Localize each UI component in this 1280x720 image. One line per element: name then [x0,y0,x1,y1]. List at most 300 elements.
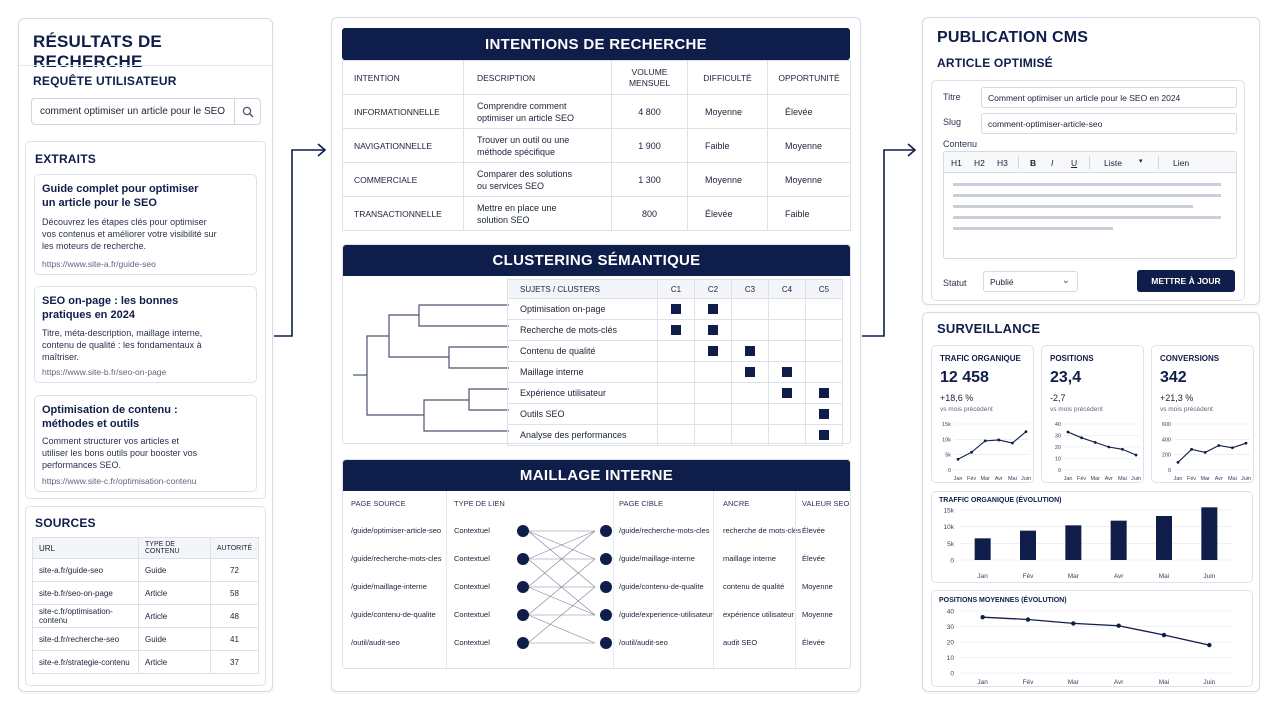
table-cell[interactable]: site-a.fr/guide-seo [33,559,139,582]
matrix-cell [658,320,695,341]
snippet-desc: Titre, méta-description, maillage interne, contenu de qualité : les fondamentaux à maîtriser. [42,328,203,362]
cluster-topic: Expérience utilisateur [508,383,658,404]
matrix-cell [806,299,843,320]
matrix-cell [695,299,732,320]
snippets-label: EXTRAITS [35,152,96,166]
bar [975,538,991,560]
x-tick-label: Avr [1113,679,1124,686]
matrix-cell [732,404,769,425]
kpi-sparkline [1152,418,1255,484]
table-cell[interactable]: site-e.fr/strategie-contenu [33,651,139,674]
matrix-cell [695,404,732,425]
maillage-target[interactable]: /guide/contenu-de-qualite [619,582,704,591]
y-tick-label: 400 [1161,437,1171,444]
maillage-source[interactable]: /guide/recherche-mots-cles [351,554,442,563]
positions-chart-card [931,590,1253,687]
data-point [1245,442,1248,445]
cluster-marker [708,346,718,356]
cluster-marker [745,367,755,377]
status-label: Statut [943,278,967,288]
slug-label: Slug [943,117,962,127]
table-row [508,299,843,320]
kpi-label: POSITIONS [1050,354,1094,363]
table-cell: 1 900 [612,129,688,163]
matrix-cell [806,341,843,362]
table-cell: NAVIGATIONNELLE [343,129,464,163]
table-cell[interactable]: site-d.fr/recherche-seo [33,628,139,651]
bar [1201,507,1217,560]
data-point [1207,643,1211,647]
maillage-target[interactable]: /guide/maillage-interne [619,554,695,563]
snippet-card[interactable] [34,174,257,275]
kpi-note: vs mois précédent [940,406,993,413]
x-tick-label: Mai [1227,476,1237,482]
x-tick-label: Juin [1130,476,1142,482]
table-cell[interactable]: site-c.fr/optimisation-contenu [33,605,139,628]
table-row [508,362,843,383]
matrix-cell [658,383,695,404]
cluster-topic: Maillage interne [508,362,658,383]
data-point [970,451,973,454]
snippet-url[interactable]: https://www.site-b.fr/seo-on-page [42,367,167,377]
maillage-type: Contextuel [454,554,490,563]
y-tick-label: 40 [1054,422,1061,428]
maillage-type: Contextuel [454,610,490,619]
matrix-cell [732,341,769,362]
matrix-cell [732,299,769,320]
cluster-marker [782,367,792,377]
snippet-url[interactable]: https://www.site-a.fr/guide-seo [42,259,156,269]
cluster-marker [745,346,755,356]
matrix-cell [732,383,769,404]
maillage-target[interactable]: /outil/audit-seo [619,638,668,647]
maillage-target[interactable]: /guide/recherche-mots-cles [619,526,710,535]
series-line [983,617,1210,645]
snippet-title[interactable]: Guide complet pour optimiser un article pour le SEO [42,183,199,209]
data-point [1121,448,1124,451]
chevron-down-icon[interactable]: ▾ [1139,158,1143,165]
title-field-value: Comment optimiser un article pour le SEO en 2024 [988,93,1181,103]
x-tick-label: Jan [953,476,963,482]
traffic-chart-card [931,491,1253,583]
query-label: REQUÊTE UTILISATEUR [33,74,177,88]
intentions-title: INTENTIONS DE RECHERCHE [342,28,850,60]
table-cell: Mettre en place une solution SEO [464,197,612,231]
data-point [957,458,960,461]
matrix-cell [695,362,732,383]
sources-table [32,537,259,674]
cluster-column-header: C3 [732,280,769,299]
y-tick-label: 30 [1054,433,1061,440]
data-point [1080,436,1083,439]
kpi-delta: +21,3 % [1160,393,1194,403]
link-edge [528,615,595,643]
maillage-anchor: audit SEO [723,638,758,647]
data-point [1094,441,1097,444]
clustering-title: CLUSTERING SÉMANTIQUE [343,245,850,276]
data-point [1135,454,1138,457]
table-cell: Trouver un outil ou une méthode spécifique [464,129,612,163]
matrix-cell [806,362,843,383]
cluster-marker [819,388,829,398]
x-tick-label: Mai [1158,573,1170,580]
data-point [1204,451,1207,454]
cluster-matrix [507,279,843,446]
y-tick-label: 600 [1161,422,1171,428]
data-point [1162,633,1166,637]
kpi-delta: +18,6 % [940,393,974,403]
underline-button[interactable]: U [1071,158,1078,168]
matrix-cell [769,341,806,362]
snippets-section [25,141,266,499]
maillage-section [342,459,851,669]
table-row [33,605,259,628]
matrix-cell [658,299,695,320]
h2-button[interactable]: H2 [974,158,985,168]
matrix-cell [769,299,806,320]
kpi-card[interactable] [1041,345,1144,483]
table-cell: Guide [139,628,211,651]
snippet-card[interactable] [34,395,257,492]
y-tick-label: 15k [943,507,954,515]
kpi-sparkline [932,418,1035,484]
cluster-topic: Recherche de mots-clés [508,320,658,341]
y-tick-label: 10k [943,524,954,532]
table-cell[interactable]: site-b.fr/seo-on-page [33,582,139,605]
y-tick-label: 5k [947,540,954,548]
maillage-header: VALEUR SEO [802,499,850,508]
data-point [1190,448,1193,451]
sources-section [25,506,266,686]
table-cell: Moyenne [768,163,851,197]
x-tick-label: Avr [994,476,1003,482]
maillage-type: Contextuel [454,582,490,591]
kpi-delta: -2,7 [1050,393,1066,403]
target-node [600,553,612,565]
x-tick-label: Mar [980,476,990,482]
table-cell: TRANSACTIONNELLE [343,197,464,231]
status-select[interactable] [983,271,1078,292]
cluster-topic: Outils SEO [508,404,658,425]
x-tick-label: Mai [1158,679,1170,686]
maillage-source[interactable]: /guide/optimiser-article-seo [351,526,442,535]
maillage-anchor: recherche de mots-clés [723,526,801,535]
intentions-header: DIFFICULTÉ [688,61,768,95]
sources-header: URL [33,538,139,559]
data-point [1116,624,1120,628]
intentions-header: OPPORTUNITÉ [768,61,851,95]
x-tick-label: Fév [967,476,977,482]
y-tick-label: 10 [946,655,954,662]
y-tick-label: 15k [942,422,951,428]
table-cell: 37 [211,651,259,674]
matrix-cell [732,425,769,446]
x-tick-label: Avr [1113,573,1124,580]
maillage-graph [343,491,852,670]
link-button[interactable]: Lien [1173,158,1190,168]
cluster-topic: Analyse des performances [508,425,658,446]
maillage-title: MAILLAGE INTERNE [343,460,850,491]
matrix-cell [769,425,806,446]
title-field[interactable] [981,87,1237,108]
cluster-header: SUJETS / CLUSTERS [508,280,658,299]
x-tick-label: Jan [977,679,988,686]
cluster-marker [708,325,718,335]
y-tick-label: 0 [1057,468,1061,474]
bar [1156,516,1172,560]
x-tick-label: Mai [1117,476,1127,482]
table-cell: Élevée [688,197,768,231]
matrix-cell [695,320,732,341]
x-tick-label: Jan [977,573,988,580]
kpi-value: 12 458 [940,369,989,386]
y-tick-label: 0 [950,557,954,565]
table-row [33,651,259,674]
y-tick-label: 0 [1167,468,1171,474]
table-row [343,197,851,231]
status-select-value: Publié [990,277,1014,287]
data-point [997,439,1000,442]
sources-header: AUTORITÉ [211,538,259,559]
x-tick-label: Juin [1203,679,1216,686]
table-row [508,320,843,341]
x-tick-label: Fév [1022,679,1034,686]
kpi-label: TRAFIC ORGANIQUE [940,354,1021,363]
table-cell: Moyenne [688,95,768,129]
y-tick-label: 0 [947,468,951,474]
maillage-header: PAGE CIBLE [619,499,664,508]
positions-chart-title: POSITIONS MOYENNES (ÉVOLUTION) [939,597,1067,604]
table-cell: Comparer des solutions ou services SEO [464,163,612,197]
target-node [600,581,612,593]
cluster-marker [671,325,681,335]
search-icon[interactable] [234,99,260,124]
bar [1065,525,1081,560]
x-tick-label: Jan [1063,476,1073,482]
table-row [343,163,851,197]
content-label: Contenu [943,139,978,149]
y-tick-label: 200 [1161,452,1171,459]
bar [1111,521,1127,560]
flow-arrow-icon [860,140,922,340]
data-point [980,615,984,619]
matrix-cell [732,362,769,383]
cms-title: PUBLICATION CMS [937,29,1089,46]
data-point [1011,442,1014,445]
matrix-cell [769,404,806,425]
matrix-cell [695,383,732,404]
x-tick-label: Juin [1020,476,1032,482]
cluster-topic: Contenu de qualité [508,341,658,362]
analysis-panel [331,17,861,692]
maillage-value: Élevée [802,638,825,647]
x-tick-label: Mar [1090,476,1100,482]
table-cell: 58 [211,582,259,605]
y-tick-label: 20 [1054,445,1061,451]
series-line [1178,443,1246,462]
x-tick-label: Fév [1022,573,1034,580]
monitoring-title: SURVEILLANCE [937,321,1041,336]
x-tick-label: Fév [1077,476,1087,482]
matrix-cell [806,404,843,425]
table-cell: 41 [211,628,259,651]
series-line [958,432,1026,460]
data-point [1177,461,1180,464]
y-tick-label: 40 [946,608,954,616]
content-editor[interactable] [943,151,1237,259]
cluster-marker [819,409,829,419]
source-node [517,609,529,621]
table-cell: 48 [211,605,259,628]
panel-title: RÉSULTATS DE RECHERCHE [33,32,162,71]
intentions-header: VOLUME MENSUEL [612,61,688,95]
matrix-cell [769,362,806,383]
cms-panel [922,17,1260,305]
data-point [1025,430,1028,433]
y-tick-label: 10k [942,437,951,444]
chevron-down-icon: ⌄ [1061,275,1070,286]
intentions-header: DESCRIPTION [464,61,612,95]
maillage-value: Moyenne [802,582,833,591]
table-cell: 1 300 [612,163,688,197]
table-row [343,95,851,129]
cluster-column-header: C4 [769,280,806,299]
data-point [1231,446,1234,449]
article-form [931,80,1245,301]
italic-button[interactable]: I [1051,158,1054,168]
positions-line-chart [932,605,1254,688]
cluster-marker [782,388,792,398]
maillage-anchor: expérience utilisateur [723,610,794,619]
data-point [1026,617,1030,621]
slug-field-value: comment-optimiser-article-seo [988,119,1103,129]
cluster-column-header: C2 [695,280,732,299]
maillage-value: Moyenne [802,610,833,619]
table-row [33,559,259,582]
maillage-target[interactable]: /guide/experience-utilisateur [619,610,713,619]
table-row [508,425,843,446]
maillage-header: TYPE DE LIEN [454,499,505,508]
dendrogram [349,293,509,438]
h3-button[interactable]: H3 [997,158,1008,168]
maillage-source[interactable]: /guide/contenu-de-qualite [351,610,436,619]
table-cell: Moyenne [688,163,768,197]
bar [1020,531,1036,560]
search-input-value: comment optimiser un article pour le SEO [40,106,226,117]
slug-field[interactable] [981,113,1237,134]
update-button[interactable]: METTRE À JOUR [1137,270,1235,292]
maillage-anchor: contenu de qualité [723,582,785,591]
kpi-label: CONVERSIONS [1160,354,1220,363]
snippet-url[interactable]: https://www.site-c.fr/optimisation-contenu [42,476,197,486]
table-row [33,582,259,605]
matrix-cell [658,404,695,425]
table-cell: 72 [211,559,259,582]
content-placeholder-lines [953,183,1221,230]
kpi-card[interactable] [931,345,1034,483]
source-node [517,553,529,565]
y-tick-label: 10 [1054,456,1061,463]
matrix-cell [658,362,695,383]
list-button[interactable]: Liste [1104,158,1122,168]
sources-header: TYPE DE CONTENU [139,538,211,559]
maillage-value: Élevée [802,526,825,535]
cluster-topic: Optimisation on-page [508,299,658,320]
matrix-cell [769,383,806,404]
title-label: Titre [943,92,961,102]
maillage-source[interactable]: /guide/maillage-interne [351,582,427,591]
matrix-cell [806,383,843,404]
x-tick-label: Avr [1214,476,1223,482]
snippet-title[interactable]: Optimisation de contenu : méthodes et outils [42,404,178,430]
data-point [1107,446,1110,449]
x-tick-label: Juin [1240,476,1252,482]
snippet-card[interactable] [34,286,257,383]
traffic-bar-chart [932,506,1254,584]
x-tick-label: Mar [1067,679,1079,686]
table-cell: COMMERCIALE [343,163,464,197]
flow-arrow-icon [272,140,332,340]
table-row [508,341,843,362]
link-graph [498,491,658,670]
cluster-column-header: C5 [806,280,843,299]
cluster-column-header: C1 [658,280,695,299]
cluster-marker [819,430,829,440]
table-cell: 800 [612,197,688,231]
table-cell: Faible [688,129,768,163]
snippet-title[interactable]: SEO on-page : les bonnes pratiques en 2024 [42,295,179,321]
bold-button[interactable]: B [1030,158,1037,168]
kpi-value: 23,4 [1050,369,1082,386]
table-cell: Article [139,651,211,674]
x-tick-label: Avr [1104,476,1113,482]
intentions-table [342,60,851,231]
table-cell: Guide [139,559,211,582]
sources-label: SOURCES [35,516,96,530]
source-node [517,637,529,649]
x-tick-label: Mai [1007,476,1017,482]
y-tick-label: 5k [945,452,951,459]
table-cell: Article [139,582,211,605]
y-tick-label: 20 [946,639,954,647]
maillage-source[interactable]: /outil/audit-seo [351,638,400,647]
x-tick-label: Fév [1187,476,1197,482]
editor-toolbar [944,152,1236,173]
kpi-card[interactable] [1151,345,1254,483]
table-cell: Moyenne [768,129,851,163]
link-edge [528,587,595,615]
h1-button[interactable]: H1 [951,158,962,168]
matrix-cell [658,425,695,446]
x-tick-label: Juin [1203,573,1216,580]
monitoring-panel [922,312,1260,692]
data-point [984,439,987,442]
table-row [508,383,843,404]
data-point [1217,444,1220,447]
maillage-type: Contextuel [454,526,490,535]
kpi-note: vs mois précédent [1160,406,1213,413]
table-cell: 4 800 [612,95,688,129]
traffic-chart-title: TRAFFIC ORGANIQUE (ÉVOLUTION) [939,497,1062,504]
target-node [600,637,612,649]
maillage-header: ANCRE [723,499,750,508]
search-input[interactable] [31,98,261,125]
table-cell: Comprendre comment optimiser un article SEO [464,95,612,129]
maillage-type: Contextuel [454,638,490,647]
kpi-value: 342 [1160,369,1187,386]
table-cell: INFORMATIONNELLE [343,95,464,129]
table-cell: Élevée [768,95,851,129]
